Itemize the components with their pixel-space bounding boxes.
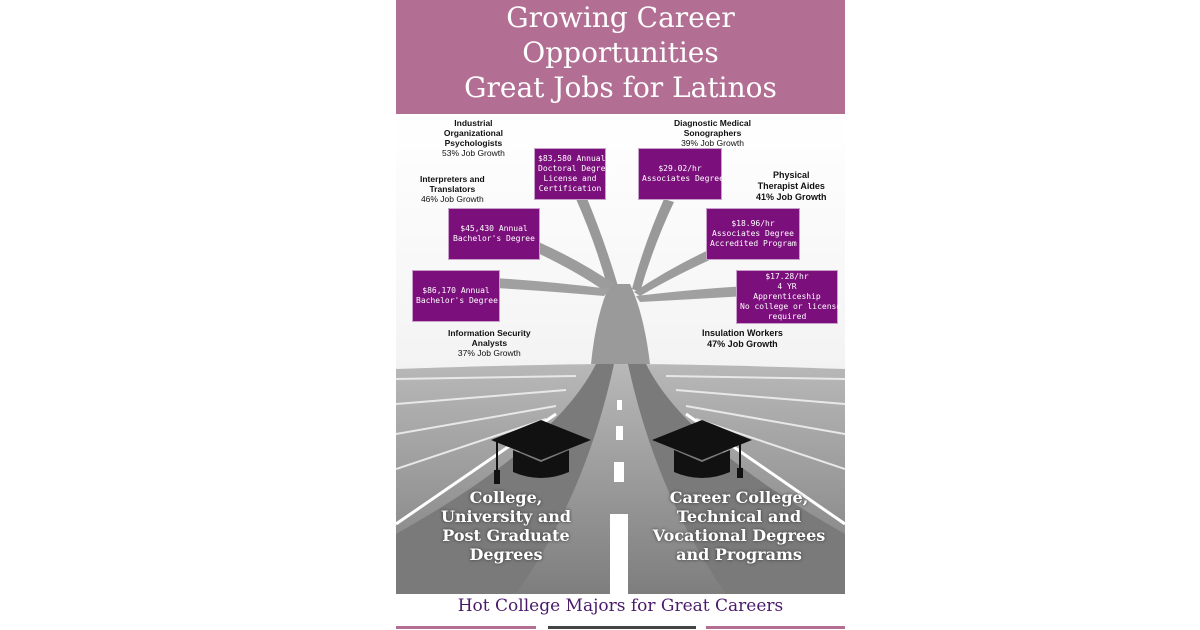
info-box-interpreters: $45,430 Annual Bachelor's Degree [448, 208, 540, 260]
path-title-college: College, University and Post Graduate Degrees [440, 488, 572, 564]
title-line-2: Opportunities [522, 36, 719, 69]
job-label-interpreters: Interpreters and Translators 46% Job Growth [420, 174, 485, 204]
graduation-cap-icon [491, 420, 591, 492]
footer-rule-right [706, 626, 845, 629]
title-banner [396, 0, 845, 114]
title-line-3: Great Jobs for Latinos [464, 71, 777, 104]
path-title-career-college: Career College, Technical and Vocational Degrees and Programs [652, 488, 826, 564]
info-box-io-psychologists: $83,580 Annual Doctoral Degree, License and Certification [534, 148, 606, 200]
road-scene [396, 114, 845, 594]
info-box-infosec: $86,170 Annual Bachelor's Degree [412, 270, 500, 322]
job-label-sonographers: Diagnostic Medical Sonographers 39% Job Growth [674, 118, 751, 148]
job-label-infosec: Information Security Analysts 37% Job Growth [448, 328, 531, 358]
info-box-pt-aides: $18.96/hr Associates Degree Accredited Program [706, 208, 800, 260]
job-label-pt-aides: Physical Therapist Aides 41% Job Growth [756, 170, 827, 202]
info-box-sonographers: $29.02/hr Associates Degree [638, 148, 722, 200]
title-line-1: Growing Career [506, 1, 735, 34]
job-label-insulation: Insulation Workers 47% Job Growth [702, 328, 783, 349]
graduation-cap-icon [652, 420, 752, 492]
footer-caption: Hot College Majors for Great Careers [457, 596, 784, 616]
infographic-poster [396, 0, 845, 630]
job-label-io-psychologists: Industrial Organizational Psychologists 53% Job Growth [442, 118, 505, 158]
footer-rule-left [396, 626, 536, 629]
footer-rule-middle [548, 626, 696, 629]
info-box-insulation: $17.28/hr 4 YR Apprenticeship No college or license required [736, 270, 838, 324]
